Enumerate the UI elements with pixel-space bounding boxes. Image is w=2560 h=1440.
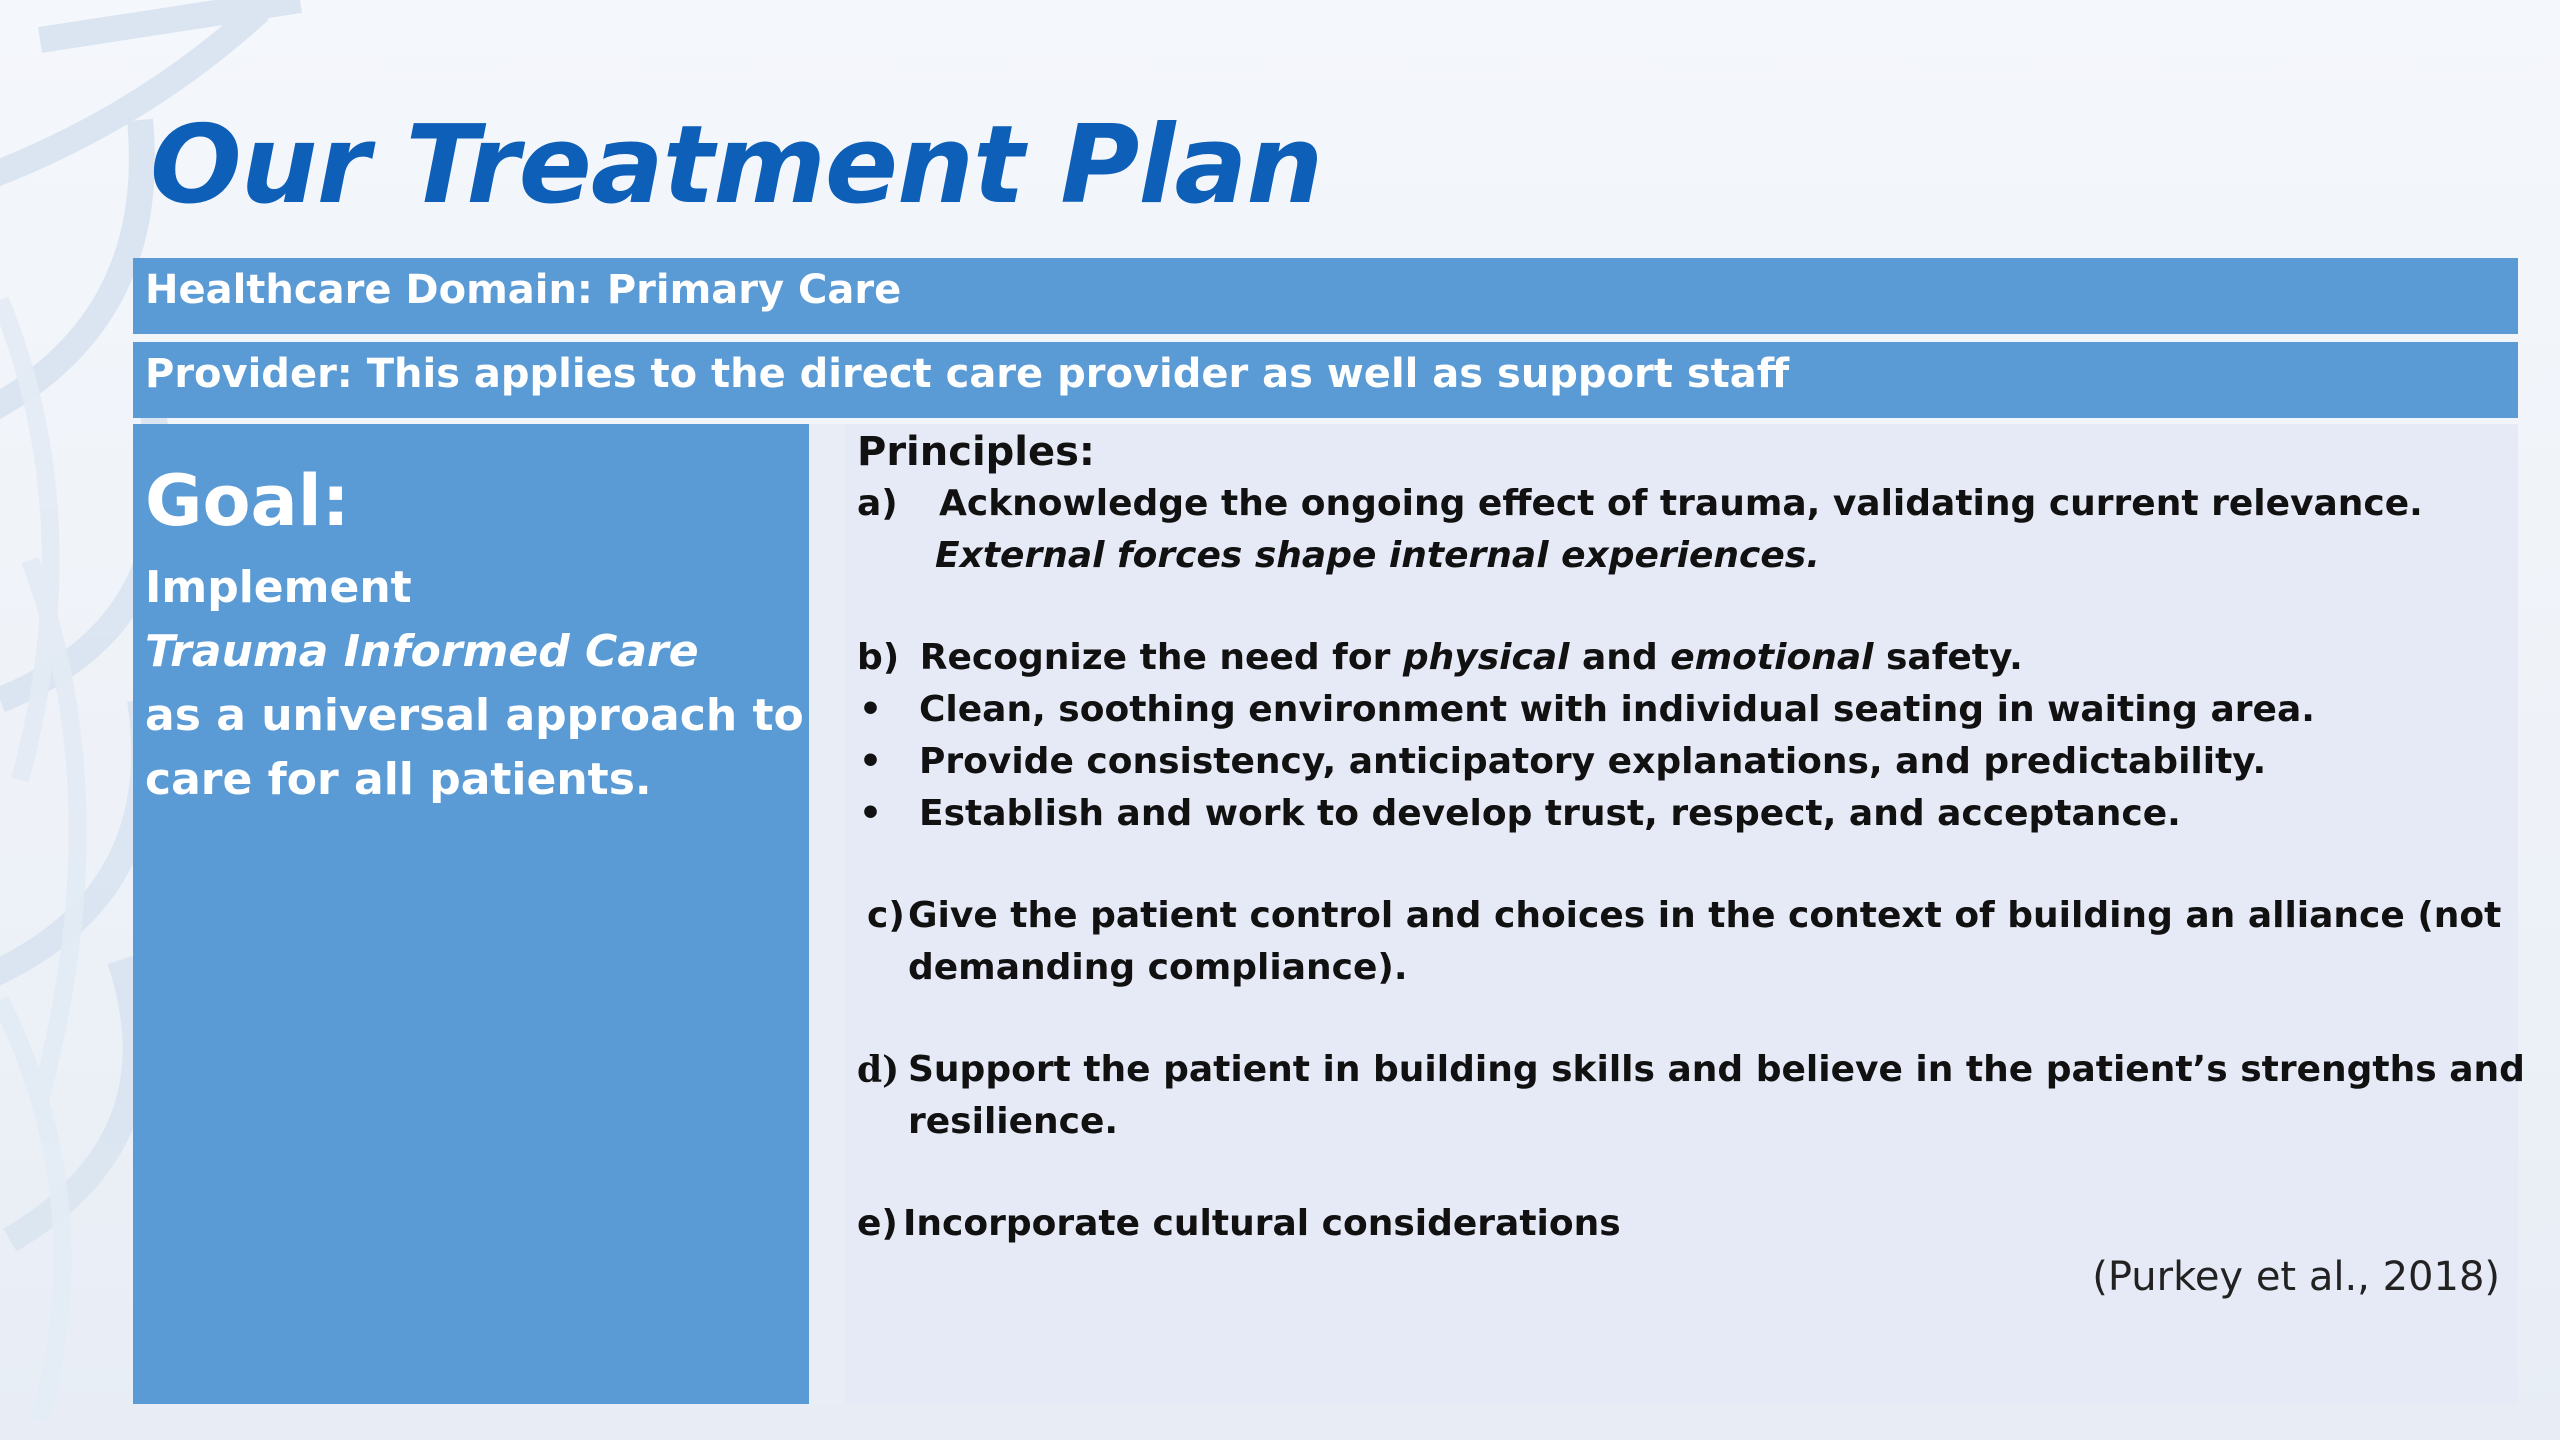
principle-d-label: d) — [857, 1049, 900, 1091]
principle-b-emphasis-emotional: emotional — [1670, 637, 1874, 678]
principle-a-subtext: External forces shape internal experiences. — [935, 535, 1820, 576]
principle-b-bullet-2: Provide consistency, anticipatory explanations, and predictability. — [919, 741, 2267, 782]
goal-line-3: as a universal approach to — [145, 690, 804, 741]
column-divider — [809, 424, 845, 1404]
slide-title: Our Treatment Plan — [150, 103, 1323, 228]
principle-e-label: e) — [857, 1203, 898, 1244]
bullet-icon: • — [859, 793, 883, 834]
principle-d-line-2: resilience. — [908, 1101, 1119, 1142]
bullet-icon: • — [859, 741, 883, 782]
goal-line-2: Trauma Informed Care — [145, 626, 699, 677]
principles-panel — [845, 424, 2525, 1404]
provider-bar — [133, 342, 2518, 418]
healthcare-domain-text: Healthcare Domain: Primary Care — [145, 267, 902, 313]
principle-c-line-1: Give the patient control and choices in the context of building an alliance (not — [908, 895, 2502, 936]
healthcare-domain-bar — [133, 258, 2518, 334]
goal-panel — [133, 424, 809, 1404]
principle-b-bullet-3: Establish and work to develop trust, respect, and acceptance. — [919, 793, 2181, 834]
principle-b-line — [857, 637, 2023, 678]
principle-e-text: Incorporate cultural considerations — [903, 1203, 1621, 1244]
principle-b-text-1: Recognize the need for — [919, 637, 1403, 678]
principles-heading: Principles: — [857, 429, 1095, 475]
citation: (Purkey et al., 2018) — [2092, 1254, 2500, 1300]
principle-b-text-2: and — [1569, 637, 1671, 678]
goal-line-4: care for all patients. — [145, 754, 652, 805]
principle-a-text: Acknowledge the ongoing effect of trauma, validating current relevance. — [939, 483, 2423, 524]
principle-b-bullet-1: Clean, soothing environment with individual seating in waiting area. — [919, 689, 2315, 730]
provider-text: Provider: This applies to the direct care provider as well as support staff — [145, 351, 1790, 397]
principle-c-label: c) — [867, 895, 905, 936]
principle-d-line-1: Support the patient in building skills and believe in the patient’s strengths and — [908, 1049, 2525, 1090]
goal-line-1: Implement — [145, 562, 412, 613]
bullet-icon: • — [859, 689, 883, 730]
principle-b-emphasis-physical: physical — [1402, 637, 1570, 678]
principle-c-line-2: demanding compliance). — [908, 947, 1408, 988]
principle-a-label: a) — [857, 483, 898, 524]
principle-b-text-3: safety. — [1873, 637, 2023, 678]
goal-heading: Goal: — [145, 460, 350, 542]
principle-b-label: b) — [857, 637, 900, 678]
